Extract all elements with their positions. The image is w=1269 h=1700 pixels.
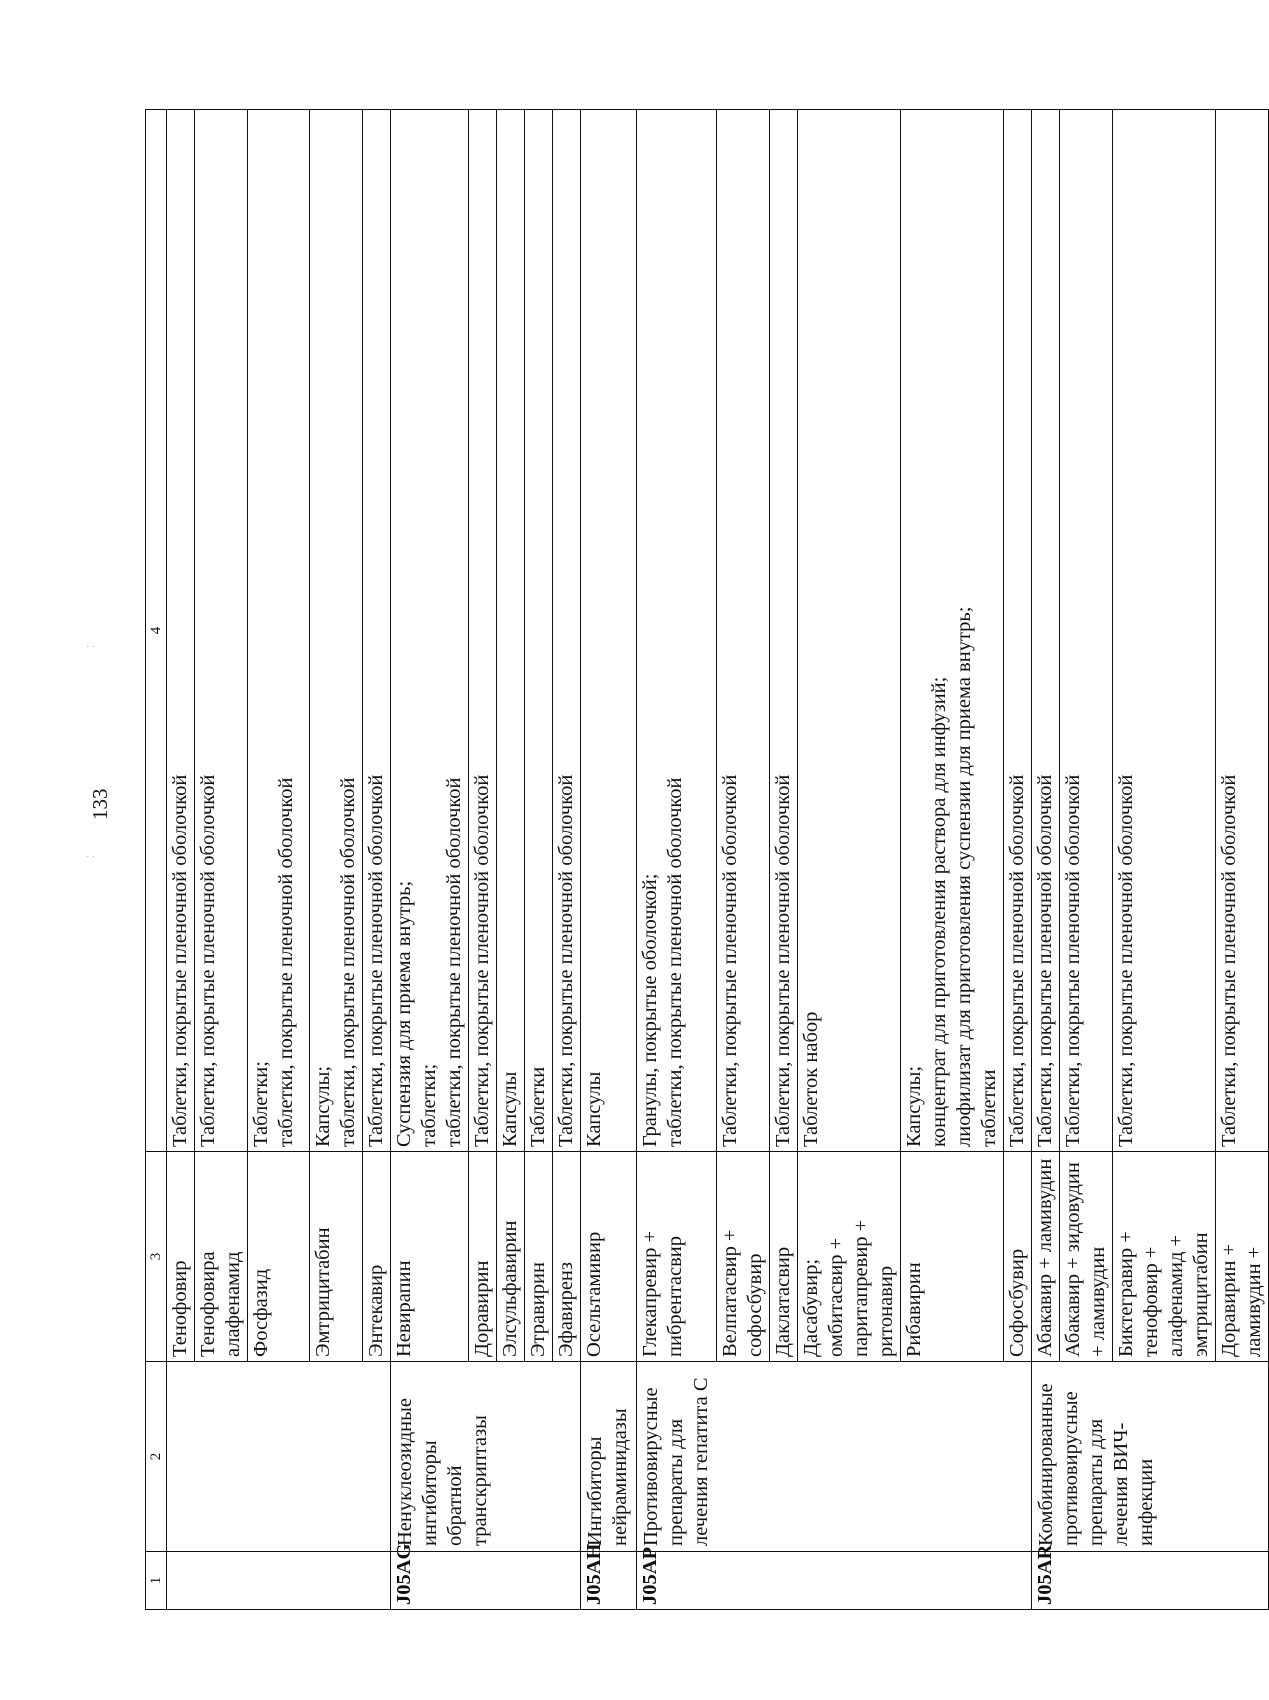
column-header: 2	[146, 1362, 167, 1552]
dosage-forms: Таблетки	[525, 110, 553, 1152]
group-name: Ингибиторы нейраминидазы	[581, 1362, 637, 1552]
atc-code	[167, 1552, 391, 1610]
drug-name: Велпатасвир + софосбувир	[717, 1152, 770, 1362]
atc-code: J05AR	[1032, 1552, 1269, 1610]
drug-name: Элсульфавирин	[497, 1152, 525, 1362]
drug-name: Эмтрицитабин	[310, 1152, 363, 1362]
drug-name: Осельтамивир	[581, 1152, 637, 1362]
dosage-forms: Таблетки, покрытые пленочной оболочкой	[1216, 110, 1269, 1152]
dosage-forms: Таблеток набор	[798, 110, 901, 1152]
table-header-row	[146, 110, 167, 1610]
table-row	[637, 110, 717, 1610]
drug-name: Даклатасвир	[770, 1152, 798, 1362]
drug-name: Глекапревир + пибрентасвир	[637, 1152, 717, 1362]
drug-name: Фосфазид	[248, 1152, 310, 1362]
drug-table	[145, 109, 1269, 1610]
dosage-forms: Таблетки, покрытые пленочной оболочкой	[717, 110, 770, 1152]
dosage-forms: Таблетки, покрытые пленочной оболочкой	[1060, 110, 1113, 1152]
table-row	[391, 110, 469, 1610]
group-name: Комбинированные противовирусные препараты для лечения ВИЧ-инфекции	[1032, 1362, 1269, 1552]
dosage-forms: Таблетки, покрытые пленочной оболочкой	[770, 110, 798, 1152]
atc-code: J05AH	[581, 1552, 637, 1610]
atc-code: J05AP	[637, 1552, 1032, 1610]
drug-name: Энтекавир	[363, 1152, 391, 1362]
dosage-forms: Таблетки, покрытые пленочной оболочкой	[1004, 110, 1032, 1152]
dosage-forms: Таблетки; таблетки, покрытые пленочной оболочкой	[248, 110, 310, 1152]
page-number: 133	[88, 788, 112, 820]
drug-name: Доравирин + ламивудин +	[1216, 1152, 1269, 1362]
dosage-forms: Капсулы; концентрат для приготовления раствора для инфузий; лиофилизат для приготовления суспензии для приема внутрь; таблетки	[901, 110, 1004, 1152]
drug-name: Невирапин	[391, 1152, 469, 1362]
dosage-forms: Таблетки, покрытые пленочной оболочкой	[469, 110, 497, 1152]
dosage-forms: Капсулы	[497, 110, 525, 1152]
column-header: 1	[146, 1552, 167, 1610]
drug-name: Тенофовир	[167, 1152, 195, 1362]
drug-name: Доравирин	[469, 1152, 497, 1362]
rotated-table-container	[145, 110, 1265, 1610]
table-row	[167, 110, 195, 1610]
group-name	[167, 1362, 391, 1552]
dosage-forms: Таблетки, покрытые пленочной оболочкой	[167, 110, 195, 1152]
atc-code: J05AG	[391, 1552, 581, 1610]
dosage-forms: Капсулы; таблетки, покрытые пленочной оболочкой	[310, 110, 363, 1152]
dosage-forms: Таблетки, покрытые пленочной оболочкой	[1113, 110, 1216, 1152]
group-name: Противовирусные препараты для лечения гепатита C	[637, 1362, 1032, 1552]
drug-name: Софосбувир	[1004, 1152, 1032, 1362]
dosage-forms: Таблетки, покрытые пленочной оболочкой	[553, 110, 581, 1152]
group-name: Ненуклеозидные ингибиторы обратной транскриптазы	[391, 1362, 581, 1552]
drug-name: Тенофовира алафенамид	[195, 1152, 248, 1362]
column-header: 4	[146, 110, 167, 1152]
dosage-forms: Таблетки, покрытые пленочной оболочкой	[1032, 110, 1060, 1152]
dosage-forms: Таблетки, покрытые пленочной оболочкой	[195, 110, 248, 1152]
dosage-forms: Капсулы	[581, 110, 637, 1152]
dosage-forms: Суспензия для приема внутрь; таблетки; таблетки, покрытые пленочной оболочкой	[391, 110, 469, 1152]
drug-name: Рибавирин	[901, 1152, 1004, 1362]
drug-name: Абакавир + ламивудин	[1032, 1152, 1060, 1362]
drug-name: Абакавир + зидовудин + ламивудин	[1060, 1152, 1113, 1362]
column-header: 3	[146, 1152, 167, 1362]
drug-name: Эфавиренз	[553, 1152, 581, 1362]
table-row	[581, 110, 637, 1610]
table-row	[1032, 110, 1060, 1610]
dosage-forms: Гранулы, покрытые оболочкой; таблетки, покрытые пленочной оболочкой	[637, 110, 717, 1152]
drug-name: Этравирин	[525, 1152, 553, 1362]
drug-name: Дасабувир; омбитасвир + паритапревир + ритонавир	[798, 1152, 901, 1362]
drug-name: Биктегравир + тенофовир + алафенамид + эмтрицитабин	[1113, 1152, 1216, 1362]
dosage-forms: Таблетки, покрытые пленочной оболочкой	[363, 110, 391, 1152]
